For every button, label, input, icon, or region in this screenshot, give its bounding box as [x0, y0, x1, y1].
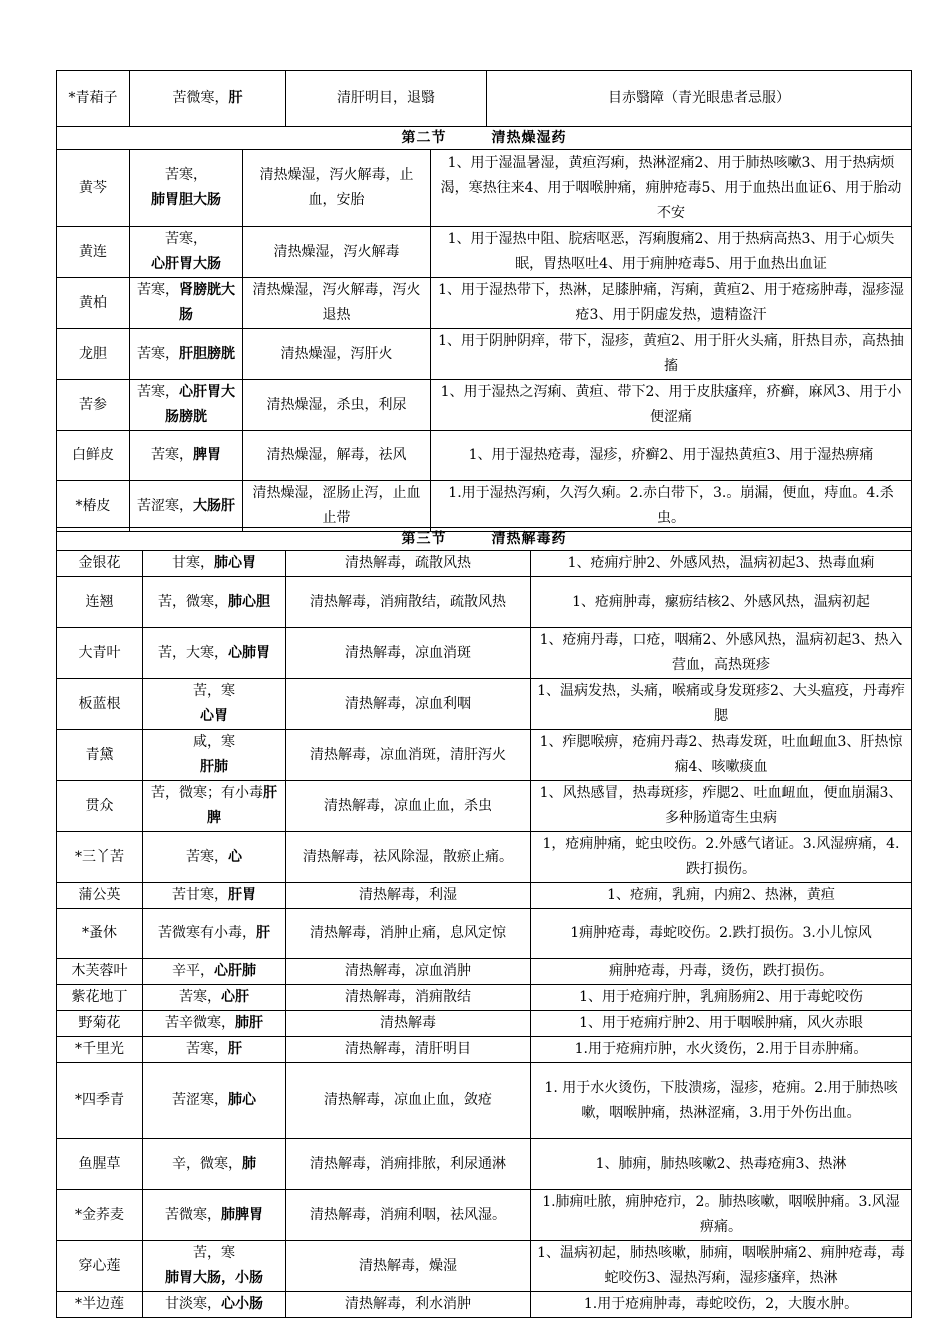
table-row [57, 909, 912, 959]
herb-effect: 清热解毒，凉血利咽 [286, 679, 531, 730]
nature-text: 苦涩寒， [137, 497, 193, 514]
section-header-row [57, 528, 912, 551]
meridian-text: 心肝肺 [214, 963, 256, 979]
section2-table [56, 126, 912, 532]
herb-name: *三丫苦 [57, 832, 143, 883]
herb-effect: 清热解毒，燥湿 [286, 1241, 531, 1292]
herb-usage: 1、痄腮喉痹，疮痈丹毒2、热毒发斑，吐血衄血3、肝热惊痫4、咳嗽痰血 [531, 730, 912, 781]
herb-name: 蒲公英 [57, 883, 143, 909]
meridian-text: 肺胃胆大肠 [151, 192, 221, 208]
herb-nature [130, 481, 243, 532]
herb-name: 野菊花 [57, 1011, 143, 1037]
table-row [57, 431, 912, 481]
section-title: 第二节 清热燥湿药 [57, 127, 912, 150]
herb-nature [130, 431, 243, 481]
herb-usage: 1、用于湿热带下，热淋，足膝肿痛，泻痢，黄疸2、用于疮疡肿毒，湿疹湿疮3、用于阴虚发热，遗精盗汗 [431, 278, 912, 329]
herb-effect: 清热解毒，凉血消肿 [286, 959, 531, 985]
nature-text: 苦，微寒， [158, 593, 228, 610]
table-row [57, 1037, 912, 1063]
meridian-text: 肾膀胱大肠 [179, 282, 235, 323]
table-row [57, 227, 912, 278]
herb-nature [130, 150, 243, 227]
meridian-text: 肝肺 [200, 759, 228, 775]
meridian-text: 肝 [228, 1041, 242, 1057]
herb-nature [143, 1190, 286, 1241]
herb-usage: 1、温病发热，头痛，喉痛或身发斑疹2、大头瘟疫，丹毒痄腮 [531, 679, 912, 730]
herb-name: 黄连 [57, 227, 130, 278]
herb-effect: 清热解毒，疏散风热 [286, 551, 531, 577]
table-row [57, 985, 912, 1011]
herb-name: 紫花地丁 [57, 985, 143, 1011]
herb-name: 白鲜皮 [57, 431, 130, 481]
herb-effect: 清热解毒，凉血止血，敛疮 [286, 1063, 531, 1139]
herb-nature [143, 959, 286, 985]
nature-text: 苦甘寒， [172, 887, 228, 903]
herb-name: *四季青 [57, 1063, 143, 1139]
nature-text: 苦寒， [186, 1041, 228, 1057]
meridian-text: 肝胃 [228, 887, 256, 903]
nature-text: 苦，大寒， [158, 644, 228, 661]
table-row [57, 1063, 912, 1139]
nature-text: 苦寒， [165, 231, 207, 247]
herb-nature [143, 730, 286, 781]
herb-effect: 清热解毒，凉血消斑 [286, 628, 531, 679]
nature-text: 苦微寒， [165, 1206, 221, 1223]
nature-text: 辛，微寒， [172, 1155, 242, 1172]
nature-text: 苦微寒有小毒， [158, 925, 256, 941]
table-row [57, 959, 912, 985]
herb-effect: 清热燥湿，泻肝火 [243, 329, 431, 380]
table-row [57, 628, 912, 679]
herb-nature [143, 832, 286, 883]
nature-text: 苦寒， [137, 282, 179, 298]
herb-effect: 清热解毒，祛风除湿，散瘀止痛。 [286, 832, 531, 883]
herb-name: *青葙子 [57, 71, 130, 127]
herb-nature [143, 781, 286, 832]
meridian-text: 肺 [242, 1155, 256, 1172]
herb-effect: 清热解毒 [286, 1011, 531, 1037]
herb-effect: 清热解毒，消痈排脓，利尿通淋 [286, 1139, 531, 1190]
table-row [57, 71, 912, 127]
herb-nature [143, 1011, 286, 1037]
herb-nature [143, 1063, 286, 1139]
herb-effect: 清热解毒，消痈散结 [286, 985, 531, 1011]
herb-nature [130, 329, 243, 380]
herb-usage: 1.肺痈吐脓，痈肿疮疖，2。肺热咳嗽，咽喉肿痛。3.风湿痹痛。 [531, 1190, 912, 1241]
herb-name: 龙胆 [57, 329, 130, 380]
herb-name: 连翘 [57, 577, 143, 628]
herb-effect: 清热燥湿，解毒，祛风 [243, 431, 431, 481]
herb-name: 穿心莲 [57, 1241, 143, 1292]
herb-name: 大青叶 [57, 628, 143, 679]
herb-effect: 清热解毒，清肝明目 [286, 1037, 531, 1063]
nature-text: 辛平， [172, 963, 214, 979]
herb-nature [130, 380, 243, 431]
nature-text: 苦，微寒；有小毒 [151, 785, 263, 801]
nature-text: 咸，寒 [193, 734, 235, 750]
nature-text: 苦微寒， [172, 90, 229, 106]
herb-name: 板蓝根 [57, 679, 143, 730]
herb-nature [143, 551, 286, 577]
herb-nature [143, 1241, 286, 1292]
table-row [57, 551, 912, 577]
nature-text: 甘淡寒， [165, 1296, 221, 1312]
herb-effect: 清热解毒，凉血消斑，清肝泻火 [286, 730, 531, 781]
herb-name: 金银花 [57, 551, 143, 577]
table-row [57, 380, 912, 431]
nature-text: 苦，寒 [193, 1245, 235, 1261]
herb-name: 黄柏 [57, 278, 130, 329]
meridian-text: 大肠肝 [193, 497, 235, 514]
herb-name: *椿皮 [57, 481, 130, 532]
table-row [57, 883, 912, 909]
herb-nature [130, 278, 243, 329]
herb-name: 苦参 [57, 380, 130, 431]
meridian-text: 心肝 [221, 989, 249, 1005]
meridian-text: 心小肠 [221, 1296, 263, 1312]
herb-effect: 清热燥湿，泻火解毒，止血，安胎 [243, 150, 431, 227]
herb-nature [143, 628, 286, 679]
herb-usage: 1、疮痈，乳痈，内痈2、热淋，黄疸 [531, 883, 912, 909]
herb-usage: 1，疮痈肿痛，蛇虫咬伤。2.外感气诸证。3.风湿痹痛，4.跌打损伤。 [531, 832, 912, 883]
meridian-text: 肺心胆 [228, 593, 270, 610]
herb-effect: 清热解毒，消痈散结，疏散风热 [286, 577, 531, 628]
herb-usage: 1.用于疮痈肿毒，毒蛇咬伤，2，大腹水肿。 [531, 1292, 912, 1318]
herb-effect: 清热解毒，消痈利咽，祛风湿。 [286, 1190, 531, 1241]
herb-usage: 1.用于湿热泻痢，久泻久痢。2.赤白带下，3.。崩漏，便血，痔血。4.杀虫。 [431, 481, 912, 532]
herb-usage: 1、温病初起，肺热咳嗽，肺痈，咽喉肿痛2、痈肿疮毒，毒蛇咬伤3、湿热泻痢，湿疹瘙痒，热淋 [531, 1241, 912, 1292]
meridian-text: 心 [228, 848, 242, 865]
herb-usage: 1、风热感冒，热毒斑疹，痄腮2、吐血衄血，便血崩漏3、多种肠道寄生虫病 [531, 781, 912, 832]
table-row [57, 278, 912, 329]
meridian-text: 肺脾胃 [221, 1206, 263, 1223]
herb-nature [143, 577, 286, 628]
herb-effect: 清热燥湿，涩肠止泻，止血止带 [243, 481, 431, 532]
section-header-row [57, 127, 912, 150]
nature-text: 苦寒， [137, 345, 179, 362]
herb-usage: 1、用于疮痈疔肿2、用于咽喉肿痛，风火赤眼 [531, 1011, 912, 1037]
table-row [57, 832, 912, 883]
herb-usage: 目赤翳障（青光眼患者忌服） [487, 71, 912, 127]
herb-nature [143, 883, 286, 909]
herb-nature [143, 985, 286, 1011]
herb-name: *千里光 [57, 1037, 143, 1063]
nature-text: 苦涩寒， [172, 1092, 228, 1108]
herb-effect: 清热燥湿，泻火解毒 [243, 227, 431, 278]
herb-usage: 1、用于湿热疮毒，湿疹，疥癣2、用于湿热黄疸3、用于湿热痹痛 [431, 431, 912, 481]
herb-nature [130, 71, 286, 127]
herb-nature [143, 679, 286, 730]
section-title: 第三节 清热解毒药 [57, 528, 912, 551]
meridian-text: 心肝胃大肠膀胱 [165, 384, 235, 425]
herb-name: *蚤休 [57, 909, 143, 959]
meridian-text: 肺肝 [235, 1015, 263, 1031]
meridian-text: 肝 [228, 90, 243, 106]
herb-usage: 1、肺痈，肺热咳嗽2、热毒疮痈3、热淋 [531, 1139, 912, 1190]
herb-effect: 清热解毒，消肿止痛，息风定惊 [286, 909, 531, 959]
nature-text: 苦寒， [186, 848, 228, 865]
table-row [57, 1139, 912, 1190]
table-row [57, 1011, 912, 1037]
table-row [57, 730, 912, 781]
nature-text: 苦寒， [179, 989, 221, 1005]
meridian-text: 肺胃大肠，小肠 [165, 1270, 263, 1286]
herb-name: 鱼腥草 [57, 1139, 143, 1190]
meridian-text: 肺心 [228, 1092, 256, 1108]
nature-text: 苦寒， [165, 167, 207, 183]
herb-name: 贯众 [57, 781, 143, 832]
herb-usage: 1. 用于水火烫伤，下肢溃疡，湿疹，疮痈。2.用于肺热咳嗽，咽喉肿痛，热淋涩痛，3.用于外伤出血。 [531, 1063, 912, 1139]
meridian-text: 心胃 [200, 708, 228, 724]
meridian-text: 脾胃 [193, 447, 221, 463]
herb-name: 青黛 [57, 730, 143, 781]
herb-nature [143, 1139, 286, 1190]
table-row [57, 150, 912, 227]
herb-effect: 清热解毒，凉血止血，杀虫 [286, 781, 531, 832]
table-row [57, 329, 912, 380]
herb-usage: 1、疮痈丹毒，口疮，咽痛2、外感风热，温病初起3、热入营血，高热斑疹 [531, 628, 912, 679]
nature-text: 苦寒， [151, 447, 193, 463]
herb-effect: 清热燥湿，杀虫，利尿 [243, 380, 431, 431]
table-row [57, 1241, 912, 1292]
herb-effect: 清热燥湿，泻火解毒，泻火退热 [243, 278, 431, 329]
herb-usage: 痈肿疮毒，丹毒，烫伤，跌打损伤。 [531, 959, 912, 985]
meridian-text: 心肺胃 [228, 644, 270, 661]
herb-nature [143, 1037, 286, 1063]
meridian-text: 肝脾 [207, 785, 277, 826]
herb-name: 黄芩 [57, 150, 130, 227]
herb-usage: 1、用于阴肿阴痒，带下，湿疹，黄疸2、用于肝火头痛，肝热目赤，高热抽搐 [431, 329, 912, 380]
table-row [57, 1292, 912, 1318]
herb-usage: 1、用于湿温暑湿，黄疸泻痢，热淋涩痛2、用于肺热咳嗽3、用于热病烦渴，寒热往来4、用于咽喉肿痛，痈肿疮毒5、用于血热出血证6、用于胎动不安 [431, 150, 912, 227]
table-row [57, 481, 912, 532]
nature-text: 苦辛微寒， [165, 1015, 235, 1031]
herb-effect: 清热解毒，利水消肿 [286, 1292, 531, 1318]
nature-text: 苦寒， [137, 384, 179, 400]
herb-nature [130, 227, 243, 278]
herb-effect: 清热解毒，利湿 [286, 883, 531, 909]
herb-name: 木芙蓉叶 [57, 959, 143, 985]
herb-name: *半边莲 [57, 1292, 143, 1318]
meridian-text: 肝 [256, 925, 270, 941]
herb-usage: 1.用于疮痈疖肿，水火烫伤，2.用于目赤肿痛。 [531, 1037, 912, 1063]
herb-usage: 1、用于湿热中阻、脘痞呕恶，泻痢腹痛2、用于热病高热3、用于心烦失眠，胃热呕吐4、用于痈肿疮毒5、用于血热出血证 [431, 227, 912, 278]
herb-usage: 1、用于湿热之泻痢、黄疸、带下2、用于皮肤瘙痒，疥癣，麻风3、用于小便涩痛 [431, 380, 912, 431]
section3-table [56, 527, 912, 1318]
herb-nature [143, 1292, 286, 1318]
top-fragment-table [56, 70, 912, 127]
meridian-text: 心肝胃大肠 [151, 256, 221, 272]
table-row [57, 1190, 912, 1241]
herb-usage: 1痈肿疮毒，毒蛇咬伤。2.跌打损伤。3.小儿惊风 [531, 909, 912, 959]
nature-text: 苦，寒 [193, 683, 235, 699]
herb-nature [143, 909, 286, 959]
herb-effect: 清肝明目，退翳 [286, 71, 487, 127]
table-row [57, 781, 912, 832]
table-row [57, 679, 912, 730]
table-row [57, 577, 912, 628]
meridian-text: 肝胆膀胱 [179, 345, 235, 362]
nature-text: 甘寒， [172, 555, 214, 571]
meridian-text: 肺心胃 [214, 555, 256, 571]
herb-usage: 1、疮痈肿毒，瘰疬结核2、外感风热，温病初起 [531, 577, 912, 628]
herb-usage: 1、疮痈疔肿2、外感风热，温病初起3、热毒血痢 [531, 551, 912, 577]
herb-name: *金荞麦 [57, 1190, 143, 1241]
herb-usage: 1、用于疮痈疔肿，乳痈肠痈2、用于毒蛇咬伤 [531, 985, 912, 1011]
